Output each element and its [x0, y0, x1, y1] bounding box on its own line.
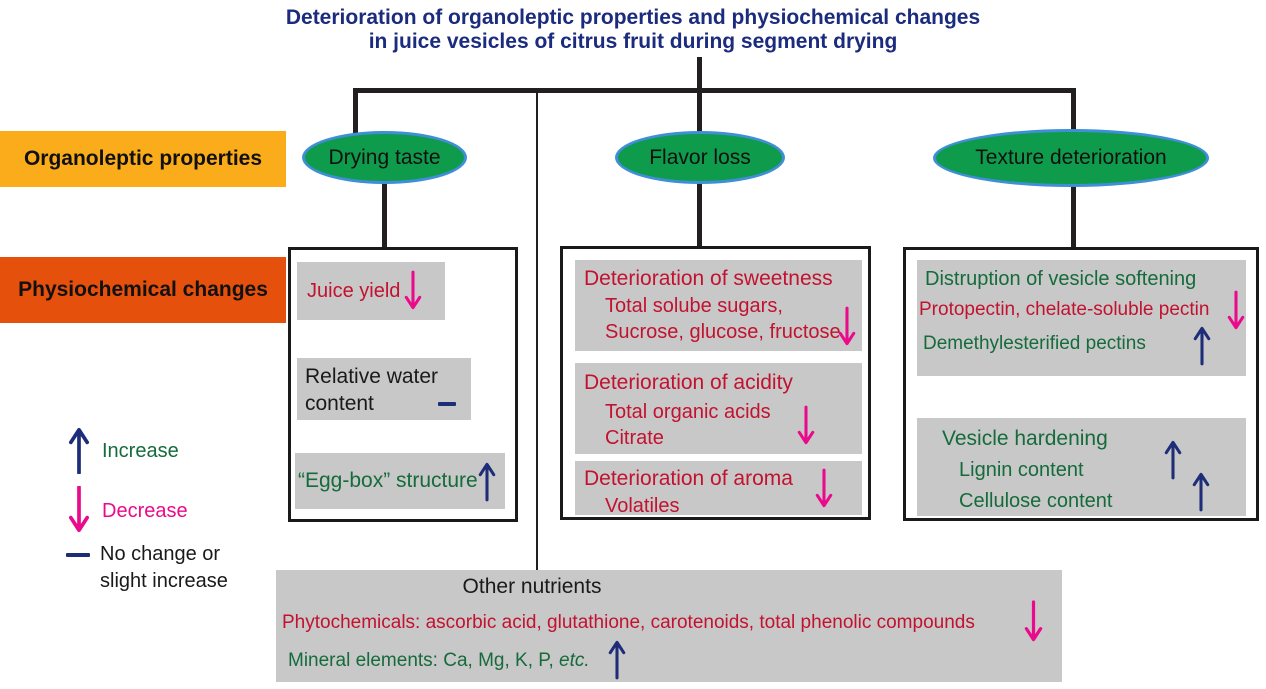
connector-ellipse3-box — [1071, 182, 1076, 247]
connector-drop-right — [1071, 88, 1076, 133]
phytochemicals-decrease-arrow-icon — [1024, 598, 1043, 646]
legend — [60, 424, 280, 604]
egg-box-structure-text: “Egg-box” structure — [298, 469, 478, 492]
egg-box-structure-item — [295, 453, 505, 509]
demethylesterified-increase-arrow-icon — [1193, 322, 1211, 368]
texture-deterioration-box — [903, 247, 1259, 521]
vesicle-softening-item — [917, 260, 1246, 376]
label-organoleptic-text: Organoleptic properties — [23, 147, 263, 170]
ellipse-texture-deterioration-text: Texture deterioration — [975, 146, 1167, 169]
minerals-text — [288, 650, 590, 672]
sweetness-sub1: Total solube sugars, — [605, 295, 783, 317]
aroma-item — [575, 461, 862, 515]
legend-no-change-line2: slight increase — [100, 570, 228, 592]
protopectin-decrease-arrow-icon — [1227, 288, 1245, 334]
juice-yield-text: Juice yield — [307, 279, 401, 302]
connector-title-stem — [697, 57, 702, 135]
acidity-item — [575, 363, 862, 454]
sweetness-sub2: Sucrose, glucose, fructose — [605, 321, 841, 343]
page-title — [0, 6, 1266, 54]
cellulose-increase-arrow-icon — [1192, 468, 1210, 514]
relative-water-text — [297, 358, 471, 417]
vesicle-hardening-item — [917, 418, 1246, 516]
acidity-sub1: Total organic acids — [605, 401, 771, 423]
ellipse-texture-deterioration — [933, 129, 1209, 187]
increase-arrow-icon — [68, 426, 90, 474]
juice-yield-item — [297, 262, 445, 320]
egg-box-increase-arrow-icon — [478, 458, 496, 504]
legend-no-change-label — [100, 541, 228, 595]
label-organoleptic-properties — [0, 131, 286, 187]
connector-other-nutrients — [536, 90, 538, 571]
drying-taste-box — [288, 247, 518, 522]
connector-drop-left — [353, 88, 358, 135]
ellipse-drying-taste-text: Drying taste — [328, 145, 441, 169]
relative-water-line1: Relative water — [305, 365, 439, 388]
label-physiochemical-changes — [0, 257, 286, 323]
aroma-title: Deterioration of aroma — [584, 467, 793, 490]
no-change-dash-icon — [66, 553, 90, 557]
relative-water-item — [297, 358, 471, 420]
vesicle-hardening-title: Vesicle hardening — [942, 427, 1108, 450]
acidity-decrease-arrow-icon — [797, 403, 815, 449]
label-physiochemical-text: Physiochemical changes — [18, 278, 268, 301]
page-title-line2: in juice vesicles of citrus fruit during segment drying — [368, 30, 898, 53]
legend-increase-label: Increase — [102, 440, 179, 462]
vesicle-softening-title: Distruption of vesicle softening — [925, 268, 1197, 290]
decrease-arrow-icon — [68, 486, 90, 534]
other-nutrients-title: Other nutrients — [462, 575, 602, 598]
minerals-text-main: Mineral elements: Ca, Mg, K, P, — [288, 650, 560, 671]
minerals-increase-arrow-icon — [608, 638, 626, 680]
other-nutrients-box — [276, 570, 1062, 682]
ellipse-drying-taste — [302, 131, 467, 184]
aroma-decrease-arrow-icon — [815, 466, 833, 512]
relative-water-no-change-dash-icon — [438, 402, 456, 406]
ellipse-flavor-loss-text: Flavor loss — [649, 145, 751, 169]
connector-ellipse1-box — [382, 182, 387, 247]
aroma-sub1: Volatiles — [605, 495, 680, 517]
connector-ellipse2-box — [697, 182, 702, 247]
lignin-increase-arrow-icon — [1164, 436, 1182, 482]
cellulose-text: Cellulose content — [959, 490, 1113, 512]
connector-horizontal-bar — [353, 88, 1076, 93]
legend-decrease-label: Decrease — [102, 500, 188, 522]
minerals-text-etc: etc. — [559, 650, 590, 671]
ellipse-flavor-loss — [615, 131, 785, 184]
acidity-title: Deterioration of acidity — [584, 371, 793, 394]
juice-yield-decrease-arrow-icon — [404, 270, 422, 312]
flavor-loss-box — [560, 246, 871, 520]
lignin-text: Lignin content — [959, 459, 1084, 481]
acidity-sub2: Citrate — [605, 427, 664, 449]
page-title-line1: Deterioration of organoleptic properties and physiochemical changes — [285, 6, 981, 29]
protopectin-text: Protopectin, chelate-soluble pectin — [919, 299, 1210, 320]
sweetness-decrease-arrow-icon — [838, 304, 856, 350]
phytochemicals-text: Phytochemicals: ascorbic acid, glutathione, carotenoids, total phenolic compounds — [282, 612, 975, 633]
sweetness-item — [575, 260, 862, 351]
legend-no-change-line1: No change or — [100, 543, 221, 565]
relative-water-line2: content — [305, 392, 374, 415]
sweetness-title: Deterioration of sweetness — [584, 267, 833, 290]
demethylesterified-text: Demethylesterified pectins — [923, 333, 1146, 354]
